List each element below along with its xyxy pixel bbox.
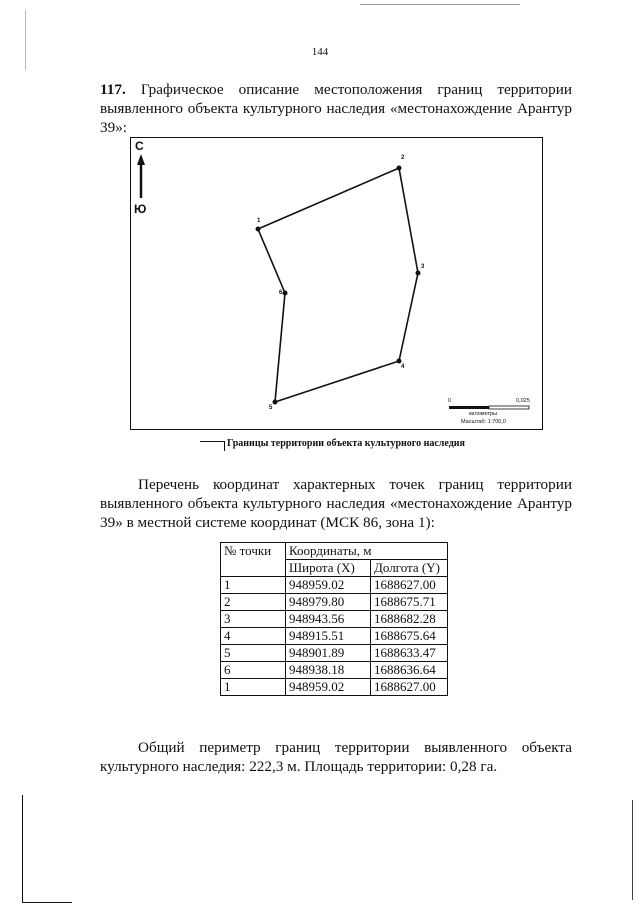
cell-point: 4: [221, 628, 286, 645]
boundary-point-4: [397, 359, 402, 364]
scale-caption: Масштаб: 1:700,0: [461, 419, 506, 425]
legend-line-icon: [200, 441, 224, 442]
cell-y: 1688627.00: [371, 577, 448, 594]
scale-start-label: 0: [448, 398, 452, 404]
header-coords: Координаты, м: [286, 543, 448, 560]
boundary-map-drawing: [131, 138, 541, 428]
boundary-point-5: [273, 400, 278, 405]
scale-end-label: 0,025: [516, 398, 530, 404]
point-label-5: 5: [269, 405, 273, 411]
header-x: Широта (X): [286, 560, 371, 577]
map-legend: [200, 438, 520, 452]
table-row: [221, 611, 448, 628]
boundary-point-2: [397, 166, 402, 171]
point-label-1: 1: [257, 218, 261, 224]
point-label-2: 2: [401, 155, 405, 161]
scan-artifact-line: [25, 10, 26, 70]
scale-unit-label: километры: [469, 411, 497, 417]
cell-y: 1688675.64: [371, 628, 448, 645]
scan-artifact-line: [360, 4, 520, 5]
cell-x: 948959.02: [286, 577, 371, 594]
cell-point: 2: [221, 594, 286, 611]
summary-text: Общий периметр границ территории выявленного объекта культурного наследия: 222,3 м. Площадь территории: 0,28 га.: [100, 739, 572, 775]
point-label-6: 6: [279, 290, 283, 296]
cell-x: 948938.18: [286, 662, 371, 679]
legend-tick-icon: [224, 441, 225, 451]
cell-point: 5: [221, 645, 286, 662]
table-row: [221, 577, 448, 594]
scan-artifact-line: [22, 795, 23, 903]
south-label: Ю: [134, 202, 147, 216]
boundary-point-3: [416, 271, 421, 276]
cell-point: 1: [221, 577, 286, 594]
point-label-4: 4: [401, 364, 405, 370]
boundary-map: [130, 137, 543, 430]
north-arrow-head-icon: [137, 154, 145, 165]
north-label: С: [135, 139, 144, 153]
cell-y: 1688627.00: [371, 679, 448, 696]
scale-bar-segment: [449, 406, 489, 409]
legend-text: Границы территории объекта культурного наследия: [227, 438, 465, 449]
territory-boundary: [258, 168, 418, 402]
cell-x: 948901.89: [286, 645, 371, 662]
cell-x: 948915.51: [286, 628, 371, 645]
table-row: [221, 645, 448, 662]
scan-artifact-line: [22, 902, 72, 903]
cell-x: 948943.56: [286, 611, 371, 628]
section-heading: [100, 80, 572, 137]
header-point: № точки: [221, 543, 286, 577]
cell-point: 6: [221, 662, 286, 679]
boundary-point-6: [283, 291, 288, 296]
table-row: [221, 628, 448, 645]
header-y: Долгота (Y): [371, 560, 448, 577]
cell-y: 1688675.71: [371, 594, 448, 611]
cell-point: 3: [221, 611, 286, 628]
scan-artifact-line: [632, 800, 633, 900]
coordinates-table: [220, 542, 448, 696]
cell-y: 1688636.64: [371, 662, 448, 679]
section-heading-text: Графическое описание местоположения границ территории выявленного объекта культурного наследия «местонахождение Арантур 39»:: [100, 81, 572, 136]
cell-y: 1688633.47: [371, 645, 448, 662]
cell-point: 1: [221, 679, 286, 696]
cell-x: 948959.02: [286, 679, 371, 696]
page-number: 144: [311, 46, 329, 58]
table-row: [221, 662, 448, 679]
table-header-row: [221, 543, 448, 560]
table-row: [221, 594, 448, 611]
scale-bar-segment: [489, 406, 529, 409]
cell-x: 948979.80: [286, 594, 371, 611]
boundary-point-1: [256, 227, 261, 232]
point-label-3: 3: [421, 264, 425, 270]
cell-y: 1688682.28: [371, 611, 448, 628]
section-number: 117.: [100, 81, 126, 98]
table-row: [221, 679, 448, 696]
coordinates-intro: Перечень координат характерных точек границ территории выявленного объекта культурного наследия «местонахождение Арантур 39» в местной системе координат (МСК 86, зона 1):: [100, 476, 572, 531]
